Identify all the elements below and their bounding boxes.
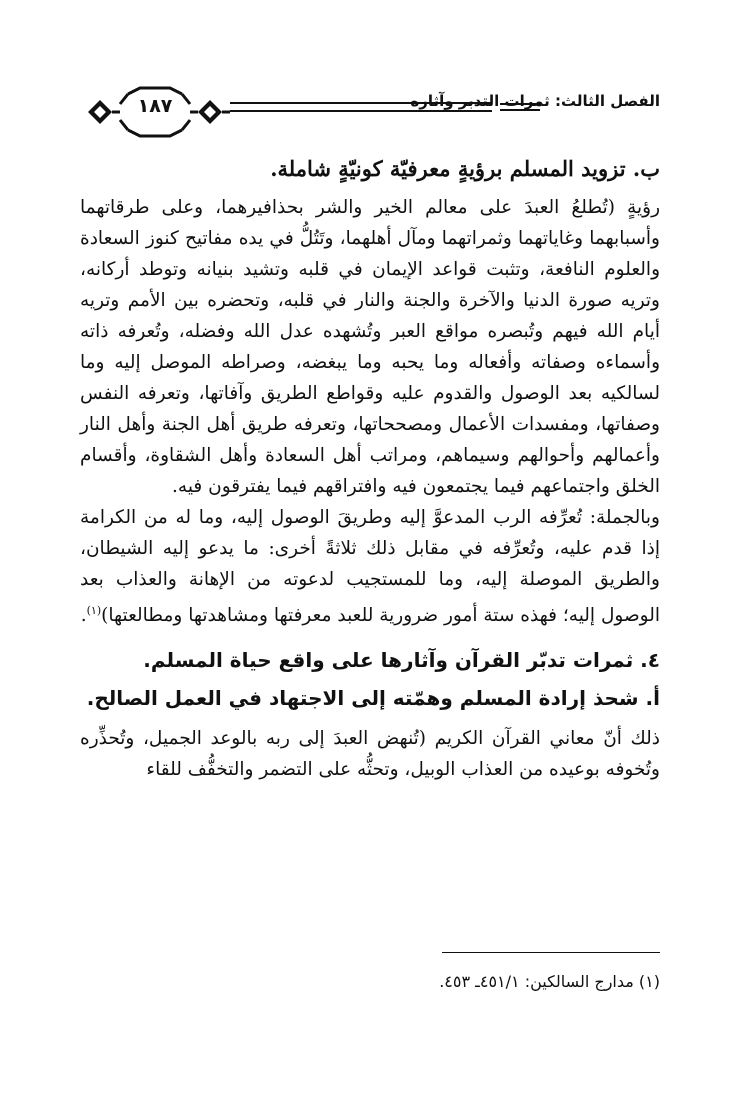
footnote: (١) مدارج السالكين: ٤٥١/١ـ ٤٥٣. [439, 972, 660, 991]
page-number: ١٨٧ [137, 95, 173, 117]
section-heading-4: ٤. ثمرات تدبّر القرآن وآثارها على واقع حياة المسلم. [143, 648, 660, 673]
main-text [80, 150, 660, 785]
page-header [80, 86, 660, 138]
section-heading-b: ب. تزويد المسلم برؤيةٍ معرفيّة كونيّةٍ شاملة. [270, 156, 660, 181]
paragraph-summary [80, 502, 660, 631]
footnote-marker: (١) [86, 604, 102, 617]
paragraph-summary-text: وبالجملة: تُعرِّفه الرب المدعوَّ إليه وطريقَ الوصول إليه، وما له من الكرامة إذا قدم عليه، وتُعرِّفه في مقابل ذلك ثلاثةً أخرى: ما يدعو إليه الشيطان، والطريق الموصلة إليه، وما للمستجيب لدعوته من الإهانة والعذاب بعد الوصول إليه؛ فهذه ستة أمور ضرورية للعبد معرفتها ومشاهدتها ومطالعتها) [80, 507, 660, 627]
section-heading-a: أ. شحذ إرادة المسلم وهمّته إلى الاجتهاد في العمل الصالح. [86, 686, 660, 711]
chapter-title: الفصل الثالث: ثمرات التدبر وآثاره [410, 92, 660, 110]
paragraph-meanings: ذلك أنّ معاني القرآن الكريم (تُنهض العبدَ إلى ربه بالوعد الجميل، وتُحذِّره وتُخوفه بوعيده من العذاب الوبيل، وتحثُّه على التضمر والتخفُّف للقاء [80, 728, 660, 781]
footnote-separator [442, 952, 660, 953]
paragraph-summary-end: . [80, 605, 87, 627]
paragraph-vision: رؤيةٍ (تُطلعُ العبدَ على معالم الخير والشر بحذافيرهما، وعلى طرقاتهما وأسبابهما وغاياتهما وثمراتهما ومآل أهلهما، وتَتُلُّ في يده مفاتيح كنوز السعادة والعلوم النافعة، وتثبت قواعد الإيمان في قلبه وتشيد بنيانه وتوطد أركانه، وتريه صورة الدنيا والآخرة والجنة والنار في قلبه، وتحضره بين الأمم وتريه أيام الله فيهم وتُبصره مواقع العبر وتُشهده عدل الله وفضله، وتُعرفه ذاته وأسماءه وصفاته وأفعاله وما يحبه وما يبغضه، وصراطه الموصل إليه وما لسالكيه بعد الوصول والقدوم عليه وقواطع الطريق وآفاتها، وتعرفه النفس وصفاتها، ومفسدات الأعمال ومصححاتها، وتعرفه طريق أهل الجنة وأهل النار وأعمالهم وأحوالهم وسيماهم، ومراتب أهل السعادة وأهل الشقاوة، وأقسام الخلق واجتماعهم فيما يجتمعون فيه وافتراقهم فيما يفترقون فيه. [80, 197, 660, 497]
